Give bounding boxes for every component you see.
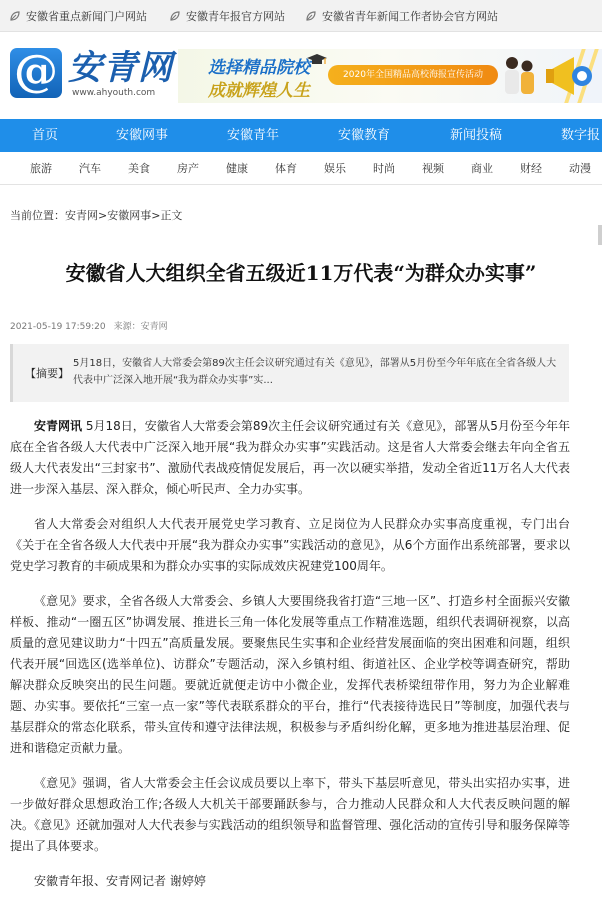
article-body: [10, 416, 570, 906]
topbar-link-newspaper[interactable]: [170, 8, 285, 24]
nav-item-anhui-news[interactable]: 安徽网事: [116, 128, 169, 143]
breadcrumb-prefix: 当前位置：: [10, 209, 65, 222]
site-header: [0, 33, 602, 119]
nav-item-submit-news[interactable]: 新闻投稿: [450, 128, 503, 143]
breadcrumb: [10, 207, 182, 223]
nav-item-anhui-youth[interactable]: 安徽青年: [227, 128, 280, 143]
breadcrumb-site-link[interactable]: 安青网: [65, 209, 98, 222]
banner-campaign-pill: 2020年全国精品高校海报宣传活动: [328, 65, 498, 85]
promo-banner[interactable]: [178, 49, 602, 103]
banner-slogan-line1: 选择精品院校: [208, 58, 310, 78]
subnav-item-business[interactable]: 商业: [471, 162, 493, 175]
subnav-item-realestate[interactable]: 房产: [177, 162, 199, 175]
logo-text: 安青网: [68, 48, 173, 88]
nav-item-home[interactable]: 首页: [32, 128, 59, 143]
subnav-item-finance[interactable]: 财经: [520, 162, 542, 175]
logo-at-icon: @: [10, 48, 62, 98]
subnav-item-video[interactable]: 视频: [422, 162, 444, 175]
leaf-icon: [170, 11, 180, 21]
breadcrumb-section-link[interactable]: 安徽网事: [107, 209, 152, 222]
article-paragraph: [10, 416, 570, 500]
topbar-link-association[interactable]: [306, 8, 498, 24]
megaphone-icon: [544, 49, 602, 103]
logo-url: www.ahyouth.com: [72, 88, 156, 98]
article-title: 安徽省人大组织全省五级近11万代表“为群众办实事”: [65, 261, 537, 285]
topbar-link-label: 安徽省青年新闻工作者协会官方网站: [322, 10, 498, 23]
topbar-link-label: 安徽省重点新闻门户网站: [26, 10, 147, 23]
students-illustration-icon: [500, 51, 538, 101]
subnav-item-health[interactable]: 健康: [226, 162, 248, 175]
subnav-item-entertainment[interactable]: 娱乐: [324, 162, 346, 175]
subnav-item-fashion[interactable]: 时尚: [373, 162, 395, 175]
breadcrumb-separator: >: [151, 209, 161, 222]
article-paragraph-text: 5月18日，安徽省人大常委会第89次主任会议研究通过有关《意见》，部署从5月份至今年年底在全省各级人大代表中广泛深入地开展“我为群众办实事”实践活动。这是省人大常委会继去年向全省五级人大代表发出“三封家书”、激励代表战疫情促发展后，再一次以硬实举措，发动全省近11万名人大代表进一步深入基层、深入群众，倾心听民声、全力办实事。: [10, 419, 570, 496]
subnav-item-anime[interactable]: 动漫: [569, 162, 591, 175]
article-source: 来源：安青网: [113, 322, 168, 332]
leaf-icon: [10, 11, 20, 21]
subnav-item-auto[interactable]: 汽车: [79, 162, 101, 175]
main-nav: [0, 119, 602, 152]
abstract-label: 【摘要】: [25, 367, 69, 380]
site-logo[interactable]: [10, 46, 173, 100]
abstract-text: 5月18日，安徽省人大常委会第89次主任会议研究通过有关《意见》，部署从5月份至今年年底在全省各级人大代表中广泛深入地开展“我为群众办实事”实...: [73, 358, 557, 386]
article-paragraph: 省人大常委会对组织人大代表开展党史学习教育、立足岗位为人民群众办实事高度重视，专门出台《关于在全省各级人大代表中开展“我为群众办实事”实践活动的意见》，从6个方面作出系统部署，要求以党史学习教育的丰硕成果和为群众办实事的实际成效庆祝建党100周年。: [10, 517, 570, 573]
sub-nav: [0, 152, 602, 185]
article-lead: 安青网讯: [34, 419, 83, 433]
top-bar: [0, 0, 602, 32]
article-paragraph: 《意见》要求，全省各级人大常委会、乡镇人大要围绕我省打造“三地一区”、打造乡村全面振兴安徽样板、推动“一圈五区”协调发展、推进长三角一体化发展等重点工作精准选题，组织代表调研视察，以高质量的意见建议助力“十四五”高质量发展。要聚焦民生实事和企业经营发展面临的突出困难和问题，组织代表开展“回选区(选举单位)、访群众”专题活动，深入乡镇村组、街道社区、企业学校等调查研究，帮助解决群众反映突出的民生问题。要就近就便走访中小微企业，发挥代表桥梁纽带作用，努力为企业解难题、办实事。要依托“三室一点一家”等代表联系群众的平台，推行“代表接待选民日”等制度，加强代表与基层群众的常态化联系，带头宣传和遵守法律法规，积极参与矛盾纠纷化解，更多地为推进基层治理、促进和谐稳定贡献力量。: [10, 594, 570, 755]
banner-slogan-line2: 成就辉煌人生: [208, 81, 310, 101]
graduation-cap-icon: [306, 53, 328, 67]
article-paragraph: 《意见》强调，省人大常委会主任会议成员要以上率下，带头下基层听意见，带头出实招办实事，进一步做好群众思想政治工作;各级人大机关干部要踊跃参与，合力推动人民群众和人大代表反映问题的解决。《意见》还就加强对人大代表参与实践活动的组织领导和监督管理、强化活动的宣传引导和服务保障等提出了具体要求。: [10, 776, 570, 853]
leaf-icon: [306, 11, 316, 21]
article-meta: [10, 319, 176, 332]
article-byline: 安徽青年报、安青网记者 谢婷婷: [34, 874, 206, 888]
nav-item-digital-paper[interactable]: 数字报: [561, 128, 601, 143]
subnav-item-travel[interactable]: 旅游: [30, 162, 52, 175]
breadcrumb-current: 正文: [160, 209, 183, 222]
topbar-link-label: 安徽青年报官方网站: [186, 10, 285, 23]
article-abstract: [10, 344, 569, 402]
breadcrumb-separator: >: [98, 209, 108, 222]
subnav-item-sports[interactable]: 体育: [275, 162, 297, 175]
nav-item-anhui-education[interactable]: 安徽教育: [338, 128, 391, 143]
subnav-item-food[interactable]: 美食: [128, 162, 150, 175]
article-date: 2021-05-19 17:59:20: [10, 322, 106, 332]
topbar-link-portal[interactable]: [10, 8, 147, 24]
scrollbar-thumb[interactable]: [598, 225, 602, 245]
